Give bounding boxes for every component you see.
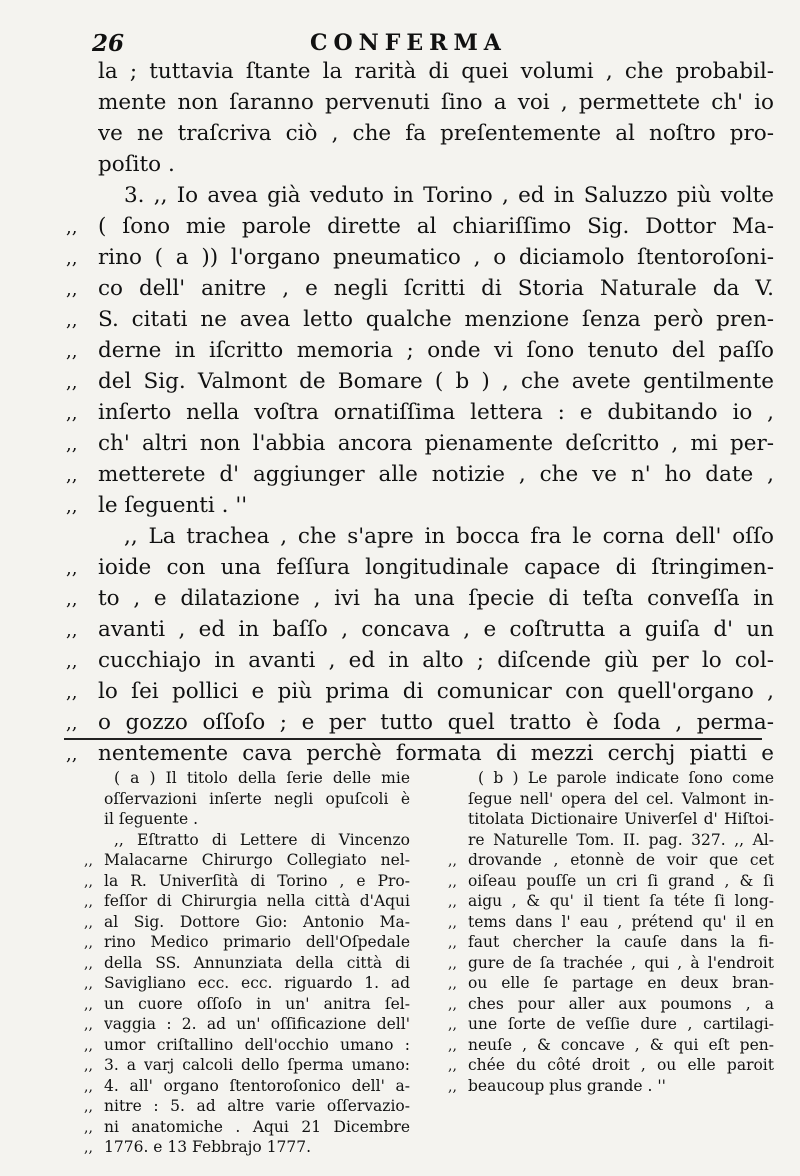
- quote-mark: ,,: [448, 894, 457, 910]
- quote-mark: ,,: [84, 914, 93, 931]
- quote-mark: ,,: [84, 894, 93, 910]
- line-text: ou elle ſe partage en deux bran-: [468, 974, 774, 992]
- main-text: [66, 56, 774, 769]
- line-text: vaggia : 2. ad un' oſſificazione dell': [104, 1015, 410, 1033]
- footnote-line: [84, 953, 410, 974]
- footnote-line: [448, 932, 774, 953]
- text-line: [66, 707, 774, 738]
- text-line: [66, 211, 774, 242]
- line-text: ioide con una feſſura longitudinale capace di ſtringimen-: [98, 555, 774, 580]
- quote-mark: ,,: [448, 1017, 457, 1033]
- quote-mark: ,,: [448, 996, 457, 1013]
- line-text: 3. ,, Io avea già veduto in Torino , ed in Saluzzo più volte: [124, 183, 774, 208]
- line-text: faut chercher la cauſe dans la fi-: [468, 933, 774, 951]
- footnote-line: [448, 1076, 774, 1097]
- line-text: to , e dilatazione , ivi ha una ſpecie di teſta conveſſa in: [98, 586, 774, 611]
- line-text: poſito .: [98, 152, 175, 177]
- line-text: nentemente cava perchè formata di mezzi cerchj piatti e: [98, 741, 774, 766]
- line-text: al Sig. Dottore Gio: Antonio Ma-: [104, 912, 410, 931]
- line-text: la ; tuttavia ſtante la rarità di quei volumi , che probabil-: [98, 59, 774, 84]
- quote-mark: ,,: [66, 589, 78, 610]
- quote-mark: ,,: [84, 955, 93, 972]
- quote-mark: ,,: [66, 341, 78, 362]
- text-line: [66, 521, 774, 552]
- line-text: titolata Dictionaire Univerſel d' Hiſtoi-: [468, 810, 774, 828]
- line-text: 1776. e 13 Febbrajo 1777.: [104, 1138, 312, 1156]
- text-line: [66, 56, 774, 87]
- text-line: [66, 490, 774, 521]
- line-text: derne in iſcritto memoria ; onde vi ſono tenuto del paſſo: [98, 338, 774, 363]
- footnote-line: [84, 830, 410, 851]
- line-text: tems dans l' eau , prétend qu' il en: [468, 912, 774, 931]
- footnote-line: [448, 871, 774, 892]
- line-text: 4. all' organo ſtentoroſonico dell' a-: [104, 1076, 410, 1095]
- footnote-line: [84, 994, 410, 1015]
- line-text: aigu , & qu' il tient ſa téte ſi long-: [468, 892, 774, 910]
- quote-mark: ,,: [84, 1119, 93, 1136]
- line-text: umor criſtallino dell'occhio umano :: [104, 1035, 410, 1054]
- text-line: [66, 428, 774, 459]
- text-line: [66, 118, 774, 149]
- text-line: [66, 459, 774, 490]
- quote-mark: ,,: [448, 1058, 457, 1074]
- line-text: inſerto nella voſtra ornatiſſima lettera : e dubitando io ,: [98, 400, 774, 425]
- footnote-line: [84, 809, 410, 830]
- line-text: ,, Eſtratto di Lettere di Vincenzo: [114, 830, 410, 849]
- text-line: [66, 304, 774, 335]
- line-text: oſſervazioni inſerte negli opuſcoli è: [104, 789, 410, 808]
- text-line: [66, 273, 774, 304]
- line-text: il ſeguente .: [104, 810, 199, 828]
- text-line: [66, 738, 774, 769]
- line-text: Malacarne Chirurgo Collegiato nel-: [104, 851, 410, 869]
- footnote-line: [84, 768, 410, 789]
- line-text: beaucoup plus grande . '': [468, 1076, 666, 1095]
- quote-mark: ,,: [66, 403, 78, 424]
- quote-mark: ,,: [84, 873, 93, 890]
- footnote-line: [84, 1014, 410, 1035]
- text-line: [66, 583, 774, 614]
- footnote-line: [84, 1076, 410, 1097]
- footnote-line: [448, 953, 774, 974]
- quote-mark: ,,: [66, 310, 78, 331]
- quote-mark: ,,: [66, 434, 78, 455]
- footnote-line: [84, 1096, 410, 1117]
- line-text: ches pour aller aux poumons , a: [468, 994, 774, 1013]
- footnote-line: [448, 789, 774, 810]
- quote-mark: ,,: [66, 620, 78, 641]
- text-line: [66, 366, 774, 397]
- quote-mark: ,,: [66, 217, 78, 238]
- line-text: cucchiajo in avanti , ed in alto ; diſcende giù per lo col-: [98, 648, 774, 673]
- quote-mark: ,,: [448, 873, 457, 890]
- text-line: [66, 87, 774, 118]
- quote-mark: ,,: [448, 976, 457, 992]
- quote-mark: ,,: [66, 682, 78, 703]
- footnote-line: [448, 850, 774, 871]
- line-text: avanti , ed in baſſo , concava , e coſtrutta a guiſa d' un: [98, 617, 774, 642]
- line-text: une ſorte de veſſie dure , cartilagi-: [468, 1015, 774, 1033]
- line-text: ſegue nell' opera del cel. Valmont in-: [468, 789, 774, 808]
- text-line: [66, 645, 774, 676]
- quote-mark: ,,: [66, 558, 78, 579]
- line-text: Savigliano ecc. ecc. riguardo 1. ad: [104, 974, 410, 992]
- text-line: [66, 242, 774, 273]
- line-text: feſſor di Chirurgia nella città d'Aqui: [104, 892, 410, 910]
- line-text: della SS. Annunziata della città di: [104, 953, 410, 972]
- text-line: [66, 335, 774, 366]
- line-text: le ſeguenti . '': [98, 493, 248, 518]
- footnote-line: [448, 1055, 774, 1076]
- footnote-rule: [64, 738, 762, 740]
- footnote-line: [84, 1117, 410, 1138]
- footnote-line: [84, 1035, 410, 1056]
- line-text: rino ( a )) l'organo pneumatico , o diciamolo ſtentoroſoni-: [98, 245, 774, 270]
- quote-mark: ,,: [66, 372, 78, 393]
- line-text: gure de ſa trachée , qui , à l'endroit: [468, 953, 774, 972]
- quote-mark: ,,: [448, 853, 457, 869]
- running-head: CONFERMA: [310, 30, 507, 56]
- footnote-a: [84, 768, 410, 1158]
- line-text: ( a ) Il titolo della ſerie delle mie: [114, 769, 410, 787]
- footnote-line: [84, 932, 410, 953]
- quote-mark: ,,: [66, 279, 78, 300]
- quote-mark: ,,: [84, 976, 93, 992]
- line-text: re Naturelle Tom. II. pag. 327. ,, Al-: [468, 830, 774, 849]
- line-text: drovande , etonnè de voir que cet: [468, 851, 774, 869]
- footnote-line: [448, 768, 774, 789]
- quote-mark: ,,: [448, 1037, 457, 1054]
- quote-mark: ,,: [66, 651, 78, 672]
- quote-mark: ,,: [84, 1078, 93, 1095]
- quote-mark: ,,: [66, 248, 78, 269]
- line-text: ( b ) Le parole indicate ſono come: [478, 769, 774, 787]
- quote-mark: ,,: [448, 1078, 457, 1095]
- text-line: [66, 180, 774, 211]
- text-line: [66, 552, 774, 583]
- text-line: [66, 397, 774, 428]
- line-text: ve ne traſcriva ciò , che fa preſentemente al noſtro pro-: [98, 121, 774, 146]
- line-text: o gozzo oſſoſo ; e per tutto quel tratto è ſoda , perma-: [98, 710, 774, 735]
- quote-mark: ,,: [84, 996, 93, 1013]
- footnote-line: [84, 789, 410, 810]
- quote-mark: ,,: [84, 1140, 93, 1156]
- footnote-line: [448, 1014, 774, 1035]
- quote-mark: ,,: [84, 935, 93, 951]
- footnote-line: [84, 1137, 410, 1158]
- footnote-line: [448, 994, 774, 1015]
- quote-mark: ,,: [66, 496, 78, 517]
- line-text: chée du côté droit , ou elle paroit: [468, 1056, 774, 1074]
- quote-mark: ,,: [448, 914, 457, 931]
- footnote-line: [84, 1055, 410, 1076]
- footnote-line: [84, 973, 410, 994]
- line-text: 3. a varj calcoli dello ſperma umano:: [104, 1056, 410, 1074]
- footnote-line: [84, 850, 410, 871]
- line-text: mente non ſaranno pervenuti ſino a voi , permettete ch' io: [98, 90, 774, 115]
- line-text: rino Medico primario dell'Oſpedale: [104, 933, 410, 951]
- page-number: 26: [92, 30, 125, 57]
- line-text: ch' altri non l'abbia ancora pienamente deſcritto , mi per-: [98, 431, 774, 456]
- footnote-line: [448, 973, 774, 994]
- quote-mark: ,,: [66, 744, 78, 765]
- footnote-line: [448, 830, 774, 851]
- line-text: la R. Univerſità di Torino , e Pro-: [104, 871, 410, 890]
- line-text: co dell' anitre , e negli ſcritti di Storia Naturale da V.: [98, 276, 774, 301]
- line-text: del Sig. Valmont de Bomare ( b ) , che avete gentilmente: [98, 369, 774, 394]
- footnote-line: [448, 912, 774, 933]
- quote-mark: ,,: [84, 1099, 93, 1115]
- line-text: ,, La trachea , che s'apre in bocca fra le corna dell' oſſo: [124, 524, 774, 549]
- footnote-b: [448, 768, 774, 1158]
- footnote-line: [84, 891, 410, 912]
- footnote-line: [84, 871, 410, 892]
- text-line: [66, 614, 774, 645]
- line-text: lo ſei pollici e più prima di comunicar con quell'organo ,: [98, 679, 774, 704]
- line-text: nitre : 5. ad altre varie oſſervazio-: [104, 1097, 410, 1115]
- line-text: ( ſono mie parole dirette al chiariſſimo Sig. Dottor Ma-: [98, 214, 774, 239]
- text-line: [66, 149, 774, 180]
- line-text: ni anatomiche . Aqui 21 Dicembre: [104, 1117, 410, 1136]
- quote-mark: ,,: [84, 1058, 93, 1074]
- footnote-line: [448, 1035, 774, 1056]
- footnote-line: [84, 912, 410, 933]
- quote-mark: ,,: [84, 1017, 93, 1033]
- line-text: oiſeau pouſſe un cri ſi grand , & ſi: [468, 871, 774, 890]
- quote-mark: ,,: [66, 465, 78, 486]
- line-text: un cuore oſſoſo in un' anitra ſel-: [104, 994, 410, 1013]
- quote-mark: ,,: [84, 853, 93, 869]
- text-line: [66, 676, 774, 707]
- quote-mark: ,,: [66, 713, 78, 734]
- footnotes: [84, 768, 774, 1158]
- quote-mark: ,,: [448, 955, 457, 972]
- line-text: metterete d' aggiunger alle notizie , che ve n' ho date ,: [98, 462, 774, 487]
- line-text: S. citati ne avea letto qualche menzione ſenza però pren-: [98, 307, 774, 332]
- footnote-line: [448, 809, 774, 830]
- quote-mark: ,,: [448, 935, 457, 951]
- quote-mark: ,,: [84, 1037, 93, 1054]
- footnote-line: [448, 891, 774, 912]
- line-text: neuſe , & concave , & qui eſt pen-: [468, 1035, 774, 1054]
